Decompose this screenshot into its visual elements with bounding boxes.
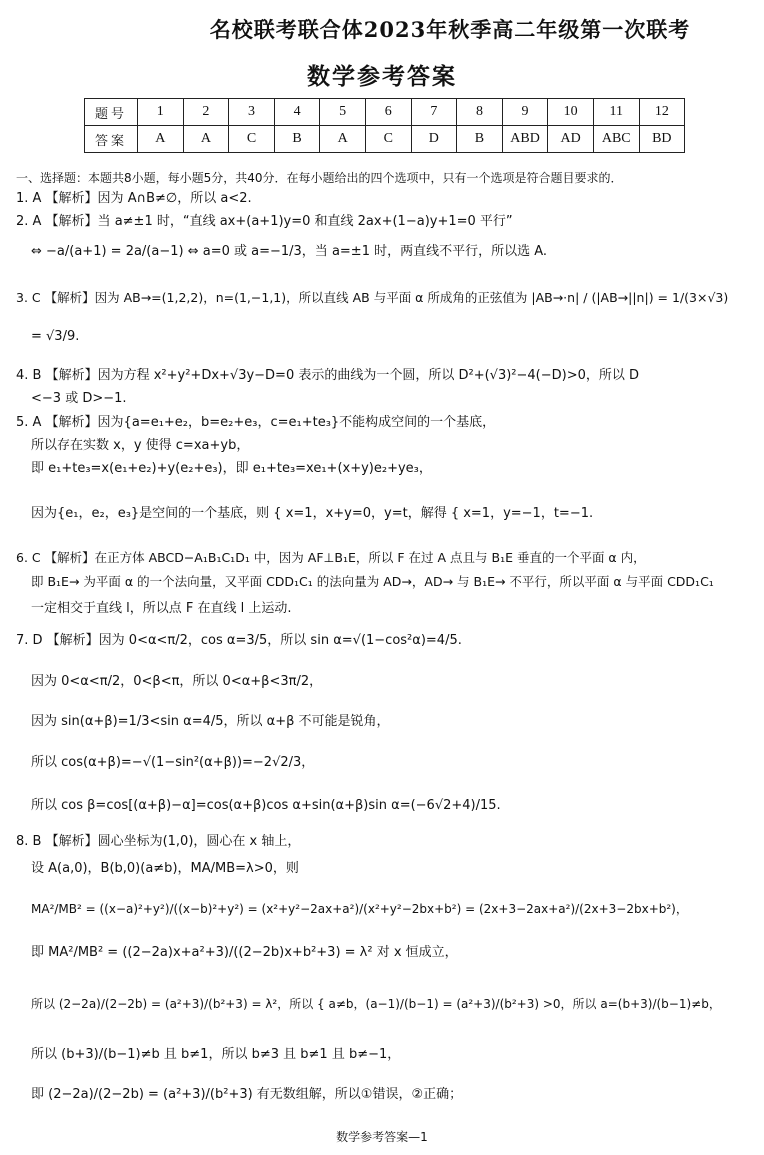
solution-line: 即 e₁+te₃=x(e₁+e₂)+y(e₂+e₃)，即 e₁+te₃=xe₁+(x+y)e₂+ye₃，	[31, 461, 432, 476]
solution-line: <−3 或 D>−1.	[31, 391, 127, 406]
solution-line: 因为{e₁，e₂，e₃}是空间的一个基底，则 { x=1，x+y=0，y=t，解得 { x=1，y=−1，t=−1.	[31, 506, 594, 521]
solution-line: 所以存在实数 x，y 使得 c=xa+yb，	[31, 438, 250, 453]
table-cell: 10	[548, 99, 594, 126]
table-cell: B	[274, 126, 320, 153]
table-cell: 6	[365, 99, 411, 126]
solution-line: 因为 sin(α+β)=1/3<sin α=4/5，所以 α+β 不可能是锐角，	[31, 714, 390, 729]
solution-line: 所以 cos β=cos[(α+β)−α]=cos(α+β)cos α+sin(α+β)sin α=(−6√2+4)/15.	[31, 798, 501, 813]
table-cell: 8	[457, 99, 503, 126]
solution-line: 所以 (2−2a)/(2−2b) = (a²+3)/(b²+3) = λ²，所以 { a≠b，(a−1)/(b−1) = (a²+3)/(b²+3) >0，所以 a=(b+3)/(b−1)≠b，	[31, 997, 721, 1011]
table-cell: AD	[548, 126, 594, 153]
table-header: 答案	[85, 126, 138, 153]
page-footer: 数学参考答案—1	[336, 1130, 428, 1144]
solution-line: 4. B 【解析】因为方程 x²+y²+Dx+√3y−D=0 表示的曲线为一个圆，所以 D²+(√3)²−4(−D)>0，所以 D	[16, 368, 640, 383]
solution-line: 8. B 【解析】圆心坐标为(1,0)，圆心在 x 轴上，	[16, 834, 301, 849]
solution-line: 5. A 【解析】因为{a=e₁+e₂，b=e₂+e₃，c=e₁+te₃}不能构成空间的一个基底，	[16, 415, 496, 430]
solution-line: ⇔ −a/(a+1) = 2a/(a−1) ⇔ a=0 或 a=−1/3，当 a=±1 时，两直线不平行，所以选 A.	[31, 244, 548, 259]
table-header: 题号	[85, 99, 138, 126]
table-cell: 7	[411, 99, 457, 126]
table-cell: A	[138, 126, 184, 153]
table-cell: 2	[183, 99, 229, 126]
table-cell: 11	[593, 99, 639, 126]
table-cell: A	[320, 126, 366, 153]
table-cell: ABC	[593, 126, 639, 153]
table-cell: 1	[138, 99, 184, 126]
solution-line: 所以 cos(α+β)=−√(1−sin²(α+β))=−2√2/3，	[31, 755, 315, 770]
solution-line: = √3/9.	[31, 329, 80, 344]
solution-line: 7. D 【解析】因为 0<α<π/2，cos α=3/5，所以 sin α=√(1−cos²α)=4/5.	[16, 633, 462, 648]
table-cell: 12	[639, 99, 685, 126]
solution-line: 即 MA²/MB² = ((2−2a)x+a²+3)/((2−2b)x+b²+3) = λ² 对 x 恒成立，	[31, 945, 458, 960]
table-cell: B	[457, 126, 503, 153]
table-cell: 5	[320, 99, 366, 126]
solution-line: 所以 (b+3)/(b−1)≠b 且 b≠1，所以 b≠3 且 b≠1 且 b≠−1，	[31, 1047, 401, 1062]
answer-table	[84, 98, 685, 153]
table-cell: C	[229, 126, 275, 153]
solution-line: 1. A 【解析】因为 A∩B≠∅，所以 a<2.	[16, 191, 252, 206]
solution-line: 因为 0<α<π/2，0<β<π，所以 0<α+β<3π/2，	[31, 674, 323, 689]
table-cell: 3	[229, 99, 275, 126]
solution-line: 3. C 【解析】因为 AB→=(1,2,2)，n=(1,−1,1)，所以直线 AB 与平面 α 所成角的正弦值为 |AB→·n| / (|AB→||n|) = 1/(3×√3)	[16, 290, 729, 305]
solution-line: 一定相交于直线 l，所以点 F 在直线 l 上运动.	[31, 601, 292, 616]
table-row	[85, 126, 685, 153]
table-cell: 9	[502, 99, 548, 126]
table-cell: BD	[639, 126, 685, 153]
solution-line: MA²/MB² = ((x−a)²+y²)/((x−b)²+y²) = (x²+y²−2ax+a²)/(x²+y²−2bx+b²) = (2x+3−2ax+a²)/(2x+3−2bx+b²)，	[31, 902, 688, 916]
solution-line: 6. C 【解析】在正方体 ABCD−A₁B₁C₁D₁ 中，因为 AF⊥B₁E，所以 F 在过 A 点且与 B₁E 垂直的一个平面 α 内，	[16, 550, 646, 565]
solution-line: 即 (2−2a)/(2−2b) = (a²+3)/(b²+3) 有无数组解，所以①错误，②正确；	[31, 1087, 463, 1102]
table-row	[85, 99, 685, 126]
page-title: 名校联考联合体2023年秋季高二年级第一次联考	[209, 17, 691, 42]
table-cell: ABD	[502, 126, 548, 153]
solution-line: 设 A(a,0)，B(b,0)(a≠b)，MA/MB=λ>0，则	[31, 861, 299, 876]
section-heading: 一、选择题：本题共8小题，每小题5分，共40分．在每小题给出的四个选项中，只有一个选项是符合题目要求的．	[16, 171, 623, 185]
page-subtitle: 数学参考答案	[307, 63, 457, 90]
solution-line: 2. A 【解析】当 a≠±1 时，“直线 ax+(a+1)y=0 和直线 2ax+(1−a)y+1=0 平行”	[16, 214, 513, 229]
table-cell: C	[365, 126, 411, 153]
solution-line: 即 B₁E→ 为平面 α 的一个法向量，又平面 CDD₁C₁ 的法向量为 AD→，AD→ 与 B₁E→ 不平行，所以平面 α 与平面 CDD₁C₁	[31, 574, 714, 589]
table-cell: D	[411, 126, 457, 153]
table-cell: A	[183, 126, 229, 153]
table-cell: 4	[274, 99, 320, 126]
